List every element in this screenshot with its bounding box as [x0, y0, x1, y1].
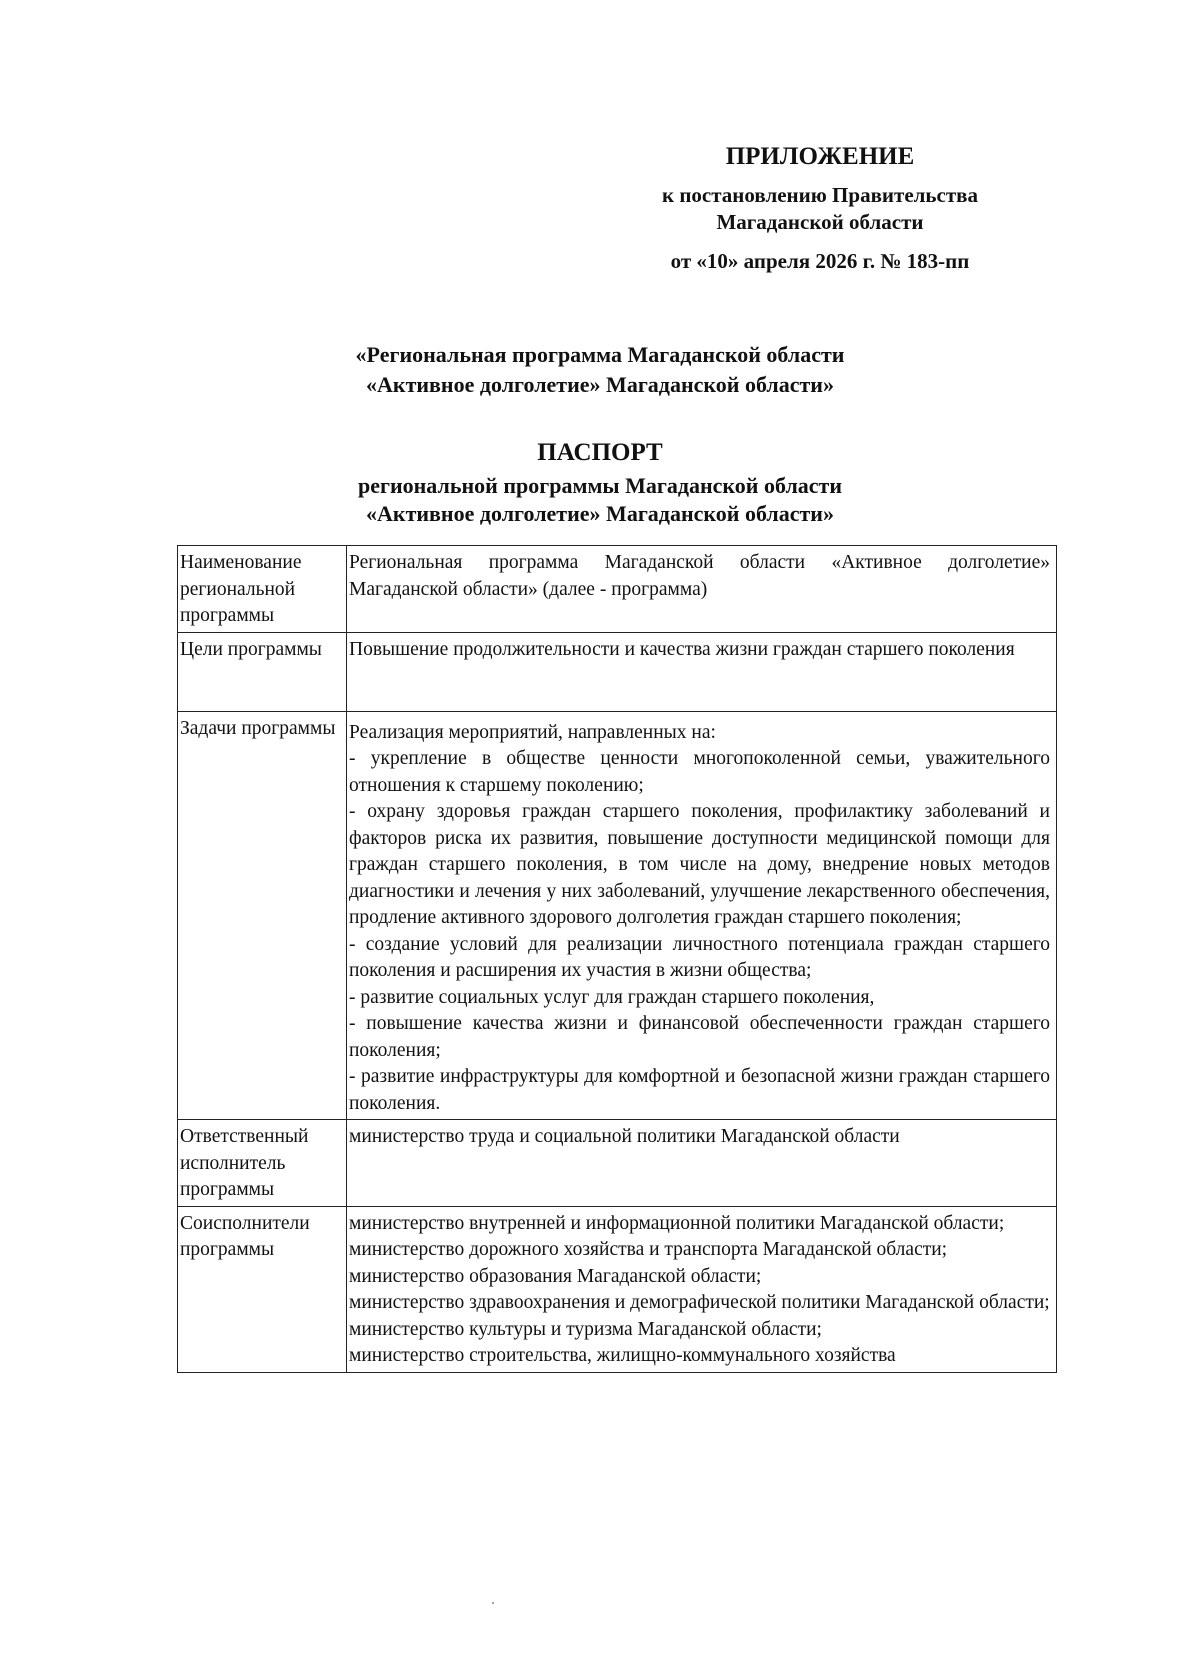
passport-title [175, 438, 1025, 528]
value-paragraph: - укрепление в обществе ценности многопоколенной семьи, уважительного отношения к старшему поколению; [349, 748, 1050, 796]
row-value-name [347, 546, 1057, 633]
appendix-region-line: Магаданской области [716, 210, 924, 234]
program-title [175, 340, 1025, 400]
row-value-tasks [347, 711, 1057, 1120]
row-label-tasks: Задачи программы [178, 711, 347, 1120]
passport-subtitle-line-1: региональной программы Магаданской области [357, 473, 843, 498]
table-row [178, 1206, 1057, 1372]
value-paragraph: - создание условий для реализации личностного потенциала граждан старшего поколения и расширения их участия в жизни общества; [349, 933, 1050, 981]
value-paragraph: министерство образования Магаданской области; [349, 1265, 762, 1287]
value-paragraph: министерство внутренней и информационной политики Магаданской области; [349, 1212, 1005, 1234]
value-paragraph: Реализация мероприятий, направленных на: [349, 721, 716, 743]
appendix-heading: ПРИЛОЖЕНИЕ [725, 143, 915, 170]
scan-speck [492, 1602, 494, 1604]
value-paragraph: министерство строительства, жилищно-коммунального хозяйства [349, 1345, 896, 1366]
table-row [178, 632, 1057, 711]
table-row [178, 546, 1057, 633]
table-row [178, 1120, 1057, 1207]
value-paragraph: министерство труда и социальной политики Магаданской области [349, 1126, 900, 1147]
appendix-decree-line: к постановлению Правительства [661, 183, 979, 207]
value-paragraph: министерство здравоохранения и демографической политики Магаданской области; [349, 1292, 1050, 1313]
appendix-date-line: от «10» апреля 2026 г. № 183-пп [670, 249, 970, 273]
row-value-responsible [347, 1120, 1057, 1207]
table-row [178, 711, 1057, 1120]
passport-subtitle-line-2: «Активное долголетие» Магаданской области» [366, 501, 834, 526]
row-label-name: Наименование региональной программы [178, 546, 347, 633]
value-paragraph: - охрану здоровья граждан старшего поколения, профилактику заболеваний и факторов риска их развития, повышение доступности медицинской помощи для граждан старшего поколения, в том числе на дому, внедрение новых методов диагностики и лечения у них заболеваний, улучшение лекарственного обеспечения, продление активного здорового долголетия граждан старшего поколения; [349, 801, 1050, 928]
passport-heading: ПАСПОРТ [537, 439, 663, 466]
row-label-goals: Цели программы [178, 632, 347, 711]
value-paragraph: - повышение качества жизни и финансовой обеспеченности граждан старшего поколения; [349, 1013, 1050, 1061]
program-title-line-1: «Региональная программа Магаданской области [355, 342, 845, 367]
value-paragraph: - развитие социальных услуг для граждан старшего поколения, [349, 986, 875, 1008]
row-label-coexecutors: Соисполнители программы [178, 1206, 347, 1372]
appendix-header [600, 142, 1040, 275]
row-value-coexecutors [347, 1206, 1057, 1372]
value-paragraph: министерство дорожного хозяйства и транспорта Магаданской области; [349, 1239, 948, 1260]
row-label-responsible: Ответственный исполнитель программы [178, 1120, 347, 1207]
value-paragraph: - развитие инфраструктуры для комфортной и безопасной жизни граждан старшего поколения. [349, 1066, 1050, 1114]
passport-table [177, 545, 1057, 1373]
value-paragraph: Повышение продолжительности и качества жизни граждан старшего поколения [349, 638, 1015, 660]
row-value-goals [347, 632, 1057, 711]
program-title-line-2: «Активное долголетие» Магаданской области» [366, 372, 834, 397]
value-paragraph: министерство культуры и туризма Магаданской области; [349, 1318, 822, 1340]
value-paragraph: Региональная программа Магаданской области «Активное долголетие» Магаданской области» (далее - программа) [349, 552, 1050, 600]
